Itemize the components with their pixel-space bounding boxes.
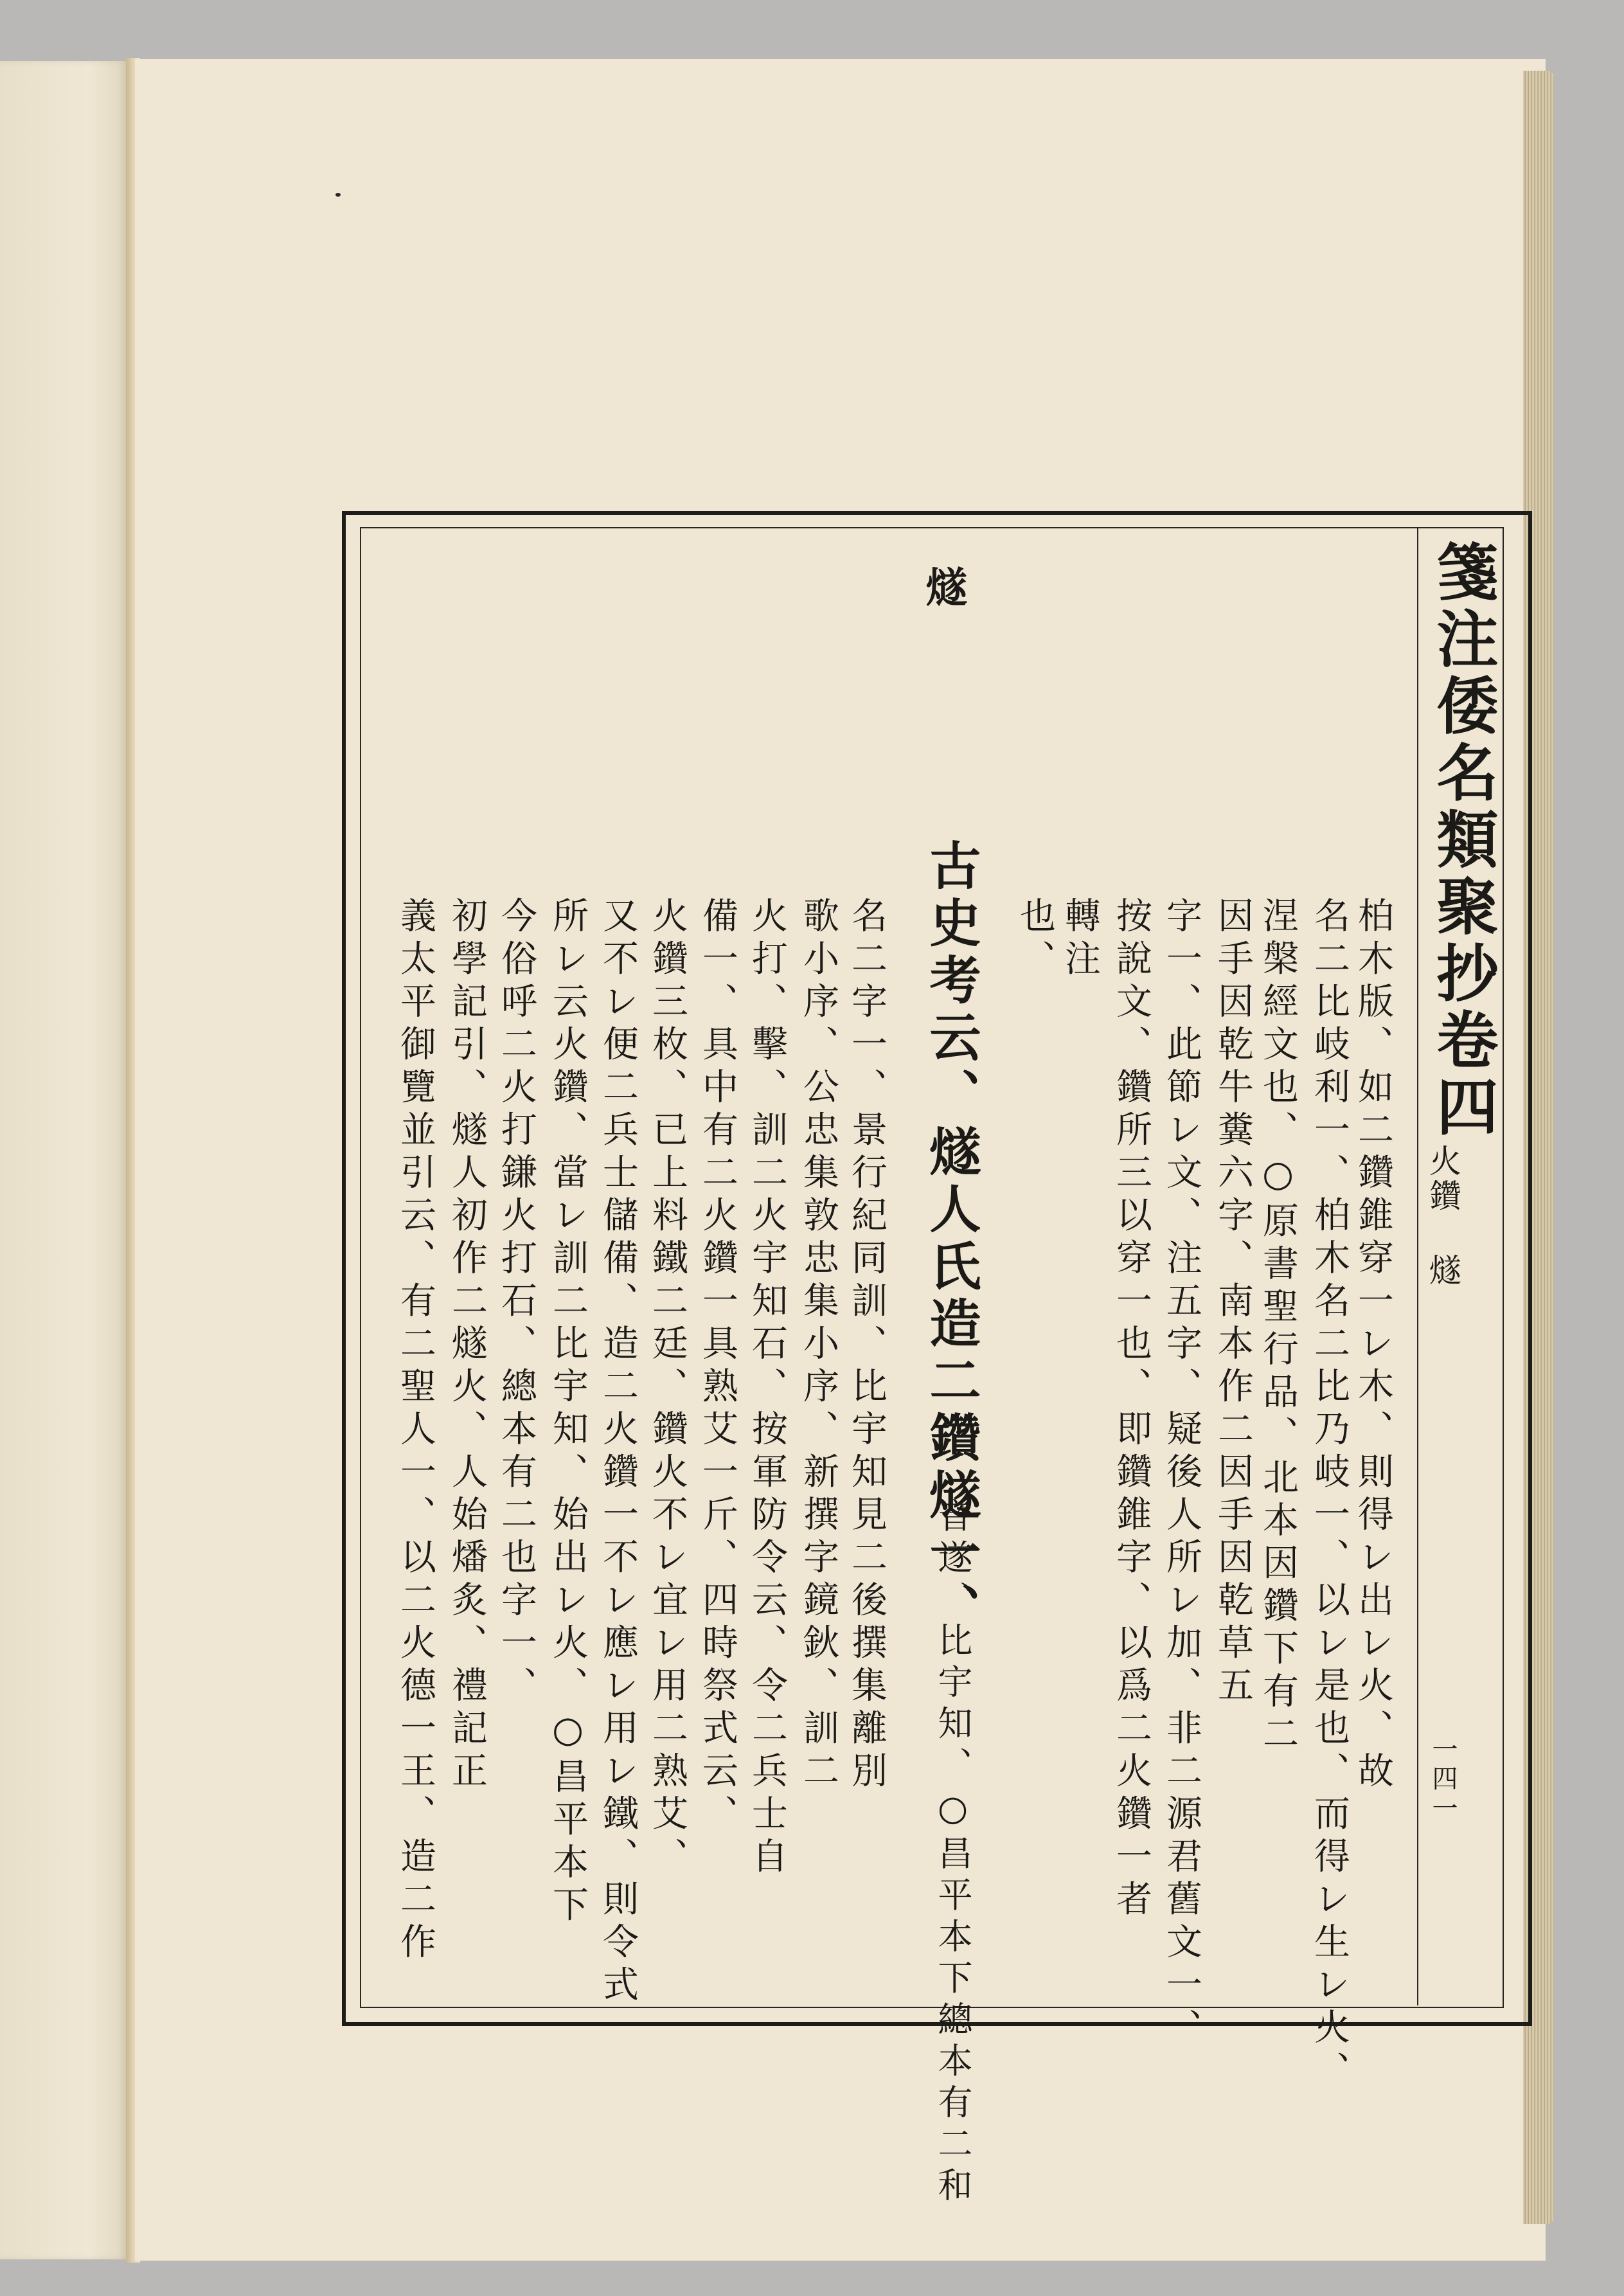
text-column: 火鑽三枚、已上料鐵二廷、鑽火不レ宜レ用二熟艾、 [647, 897, 688, 1880]
sidebar-rule [1417, 527, 1418, 2005]
text-column: 今俗呼二火打鎌火打石、總本有二也字一、 [495, 897, 537, 1709]
text-column: 備一、具中有二火鑽一具熟艾一斤、四時祭式云、 [697, 897, 738, 1837]
text-column: 柏木版、如二鑽錐穿一レ木、則得レ出レ火、故 [1352, 897, 1394, 1795]
text-column-main: 古史考云、燧人氏造二鑽燧一、 [921, 839, 981, 1640]
text-column: 按說文、鑽所三以穿一也、即鑽錐字、以爲二火鑽一者 [1111, 897, 1152, 1923]
page-number: 一四一 [1428, 1735, 1458, 1824]
text-column: 名二字一、景行紀同訓、比宇知見二後撰集離別 [846, 897, 888, 1795]
text-column: 字一、此節レ文、注五字、疑後人所レ加、非二源君舊文一、 [1161, 897, 1202, 2051]
text-column: 轉注 [1059, 897, 1101, 982]
text-column: 又不レ便二兵士儲備、造二火鑽一不レ應レ用レ鐵、則令式 [597, 897, 639, 2008]
ink-speck [335, 193, 341, 197]
text-column: 名二比岐利一、柏木名二比乃岐一、以レ是也、而得レ生レ火、 [1308, 897, 1350, 2094]
text-column: 也、 [1014, 897, 1056, 982]
text-column: 初學記引、燧人初作二燧火、人始燔炙、禮記正 [446, 897, 488, 1795]
book-title: 箋注倭名類聚抄卷四 [1427, 540, 1499, 1142]
text-column: 所レ云火鑽、當レ訓二比宇知、始出レ火、○昌平本下 [547, 897, 589, 1928]
entry-heading: 燧 [919, 566, 967, 607]
section-label: 火鑽 燧 [1424, 1144, 1461, 1288]
text-column: 義太平御覽並引云、有二聖人一、以二火德一王、造二作 [395, 897, 436, 1966]
text-column: 火打、擊、訓二火宇知石、按軍防令云、令二兵士自 [746, 897, 788, 1880]
text-column-gloss: 音遂、比宇知、○昌平本下總本有二和 [932, 1498, 973, 2209]
left-page [0, 61, 126, 2259]
text-column: 因手因乾牛糞六字、南本作二因手因乾草五 [1212, 897, 1254, 1709]
text-column: 歌小序、公忠集敦忠集小序、新撰字鏡鈥、訓二 [798, 897, 839, 1795]
text-column: 涅槃經文也、○原書聖行品、北本因鑽下有二 [1257, 897, 1299, 1757]
volume-label: 卷四 [1427, 1008, 1499, 1142]
